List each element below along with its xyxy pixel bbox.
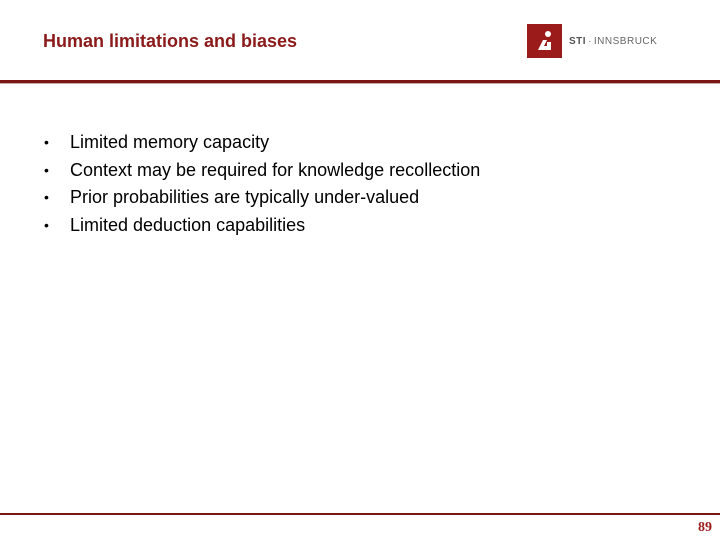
bullet-item (44, 129, 480, 157)
sti-logo-icon (527, 24, 562, 58)
bullet-icon: • (44, 216, 49, 233)
sti-innsbruck-logo (527, 24, 657, 58)
header-divider-shadow (0, 83, 720, 84)
page-number: 89 (698, 520, 712, 535)
footer-divider (0, 513, 720, 515)
bullet-text: Limited deduction capabilities (70, 214, 306, 235)
bullet-item (44, 157, 480, 185)
bullet-item (44, 184, 480, 212)
bullet-item (44, 212, 480, 240)
logo-text (569, 36, 657, 47)
bullet-text: Context may be required for knowledge recollection (70, 159, 481, 180)
bullet-text: Limited memory capacity (70, 132, 270, 152)
logo-brand: STI (569, 35, 587, 47)
bullet-icon: • (44, 161, 49, 178)
slide-title: Human limitations and biases (43, 31, 298, 51)
bullet-icon: • (44, 189, 49, 205)
bullet-text: Prior probabilities are typically under-valued (70, 187, 420, 207)
logo-separator: · (588, 35, 592, 47)
logo-location: INNSBRUCK (593, 35, 658, 47)
bullet-list (44, 129, 480, 239)
bullet-icon: • (44, 134, 49, 150)
